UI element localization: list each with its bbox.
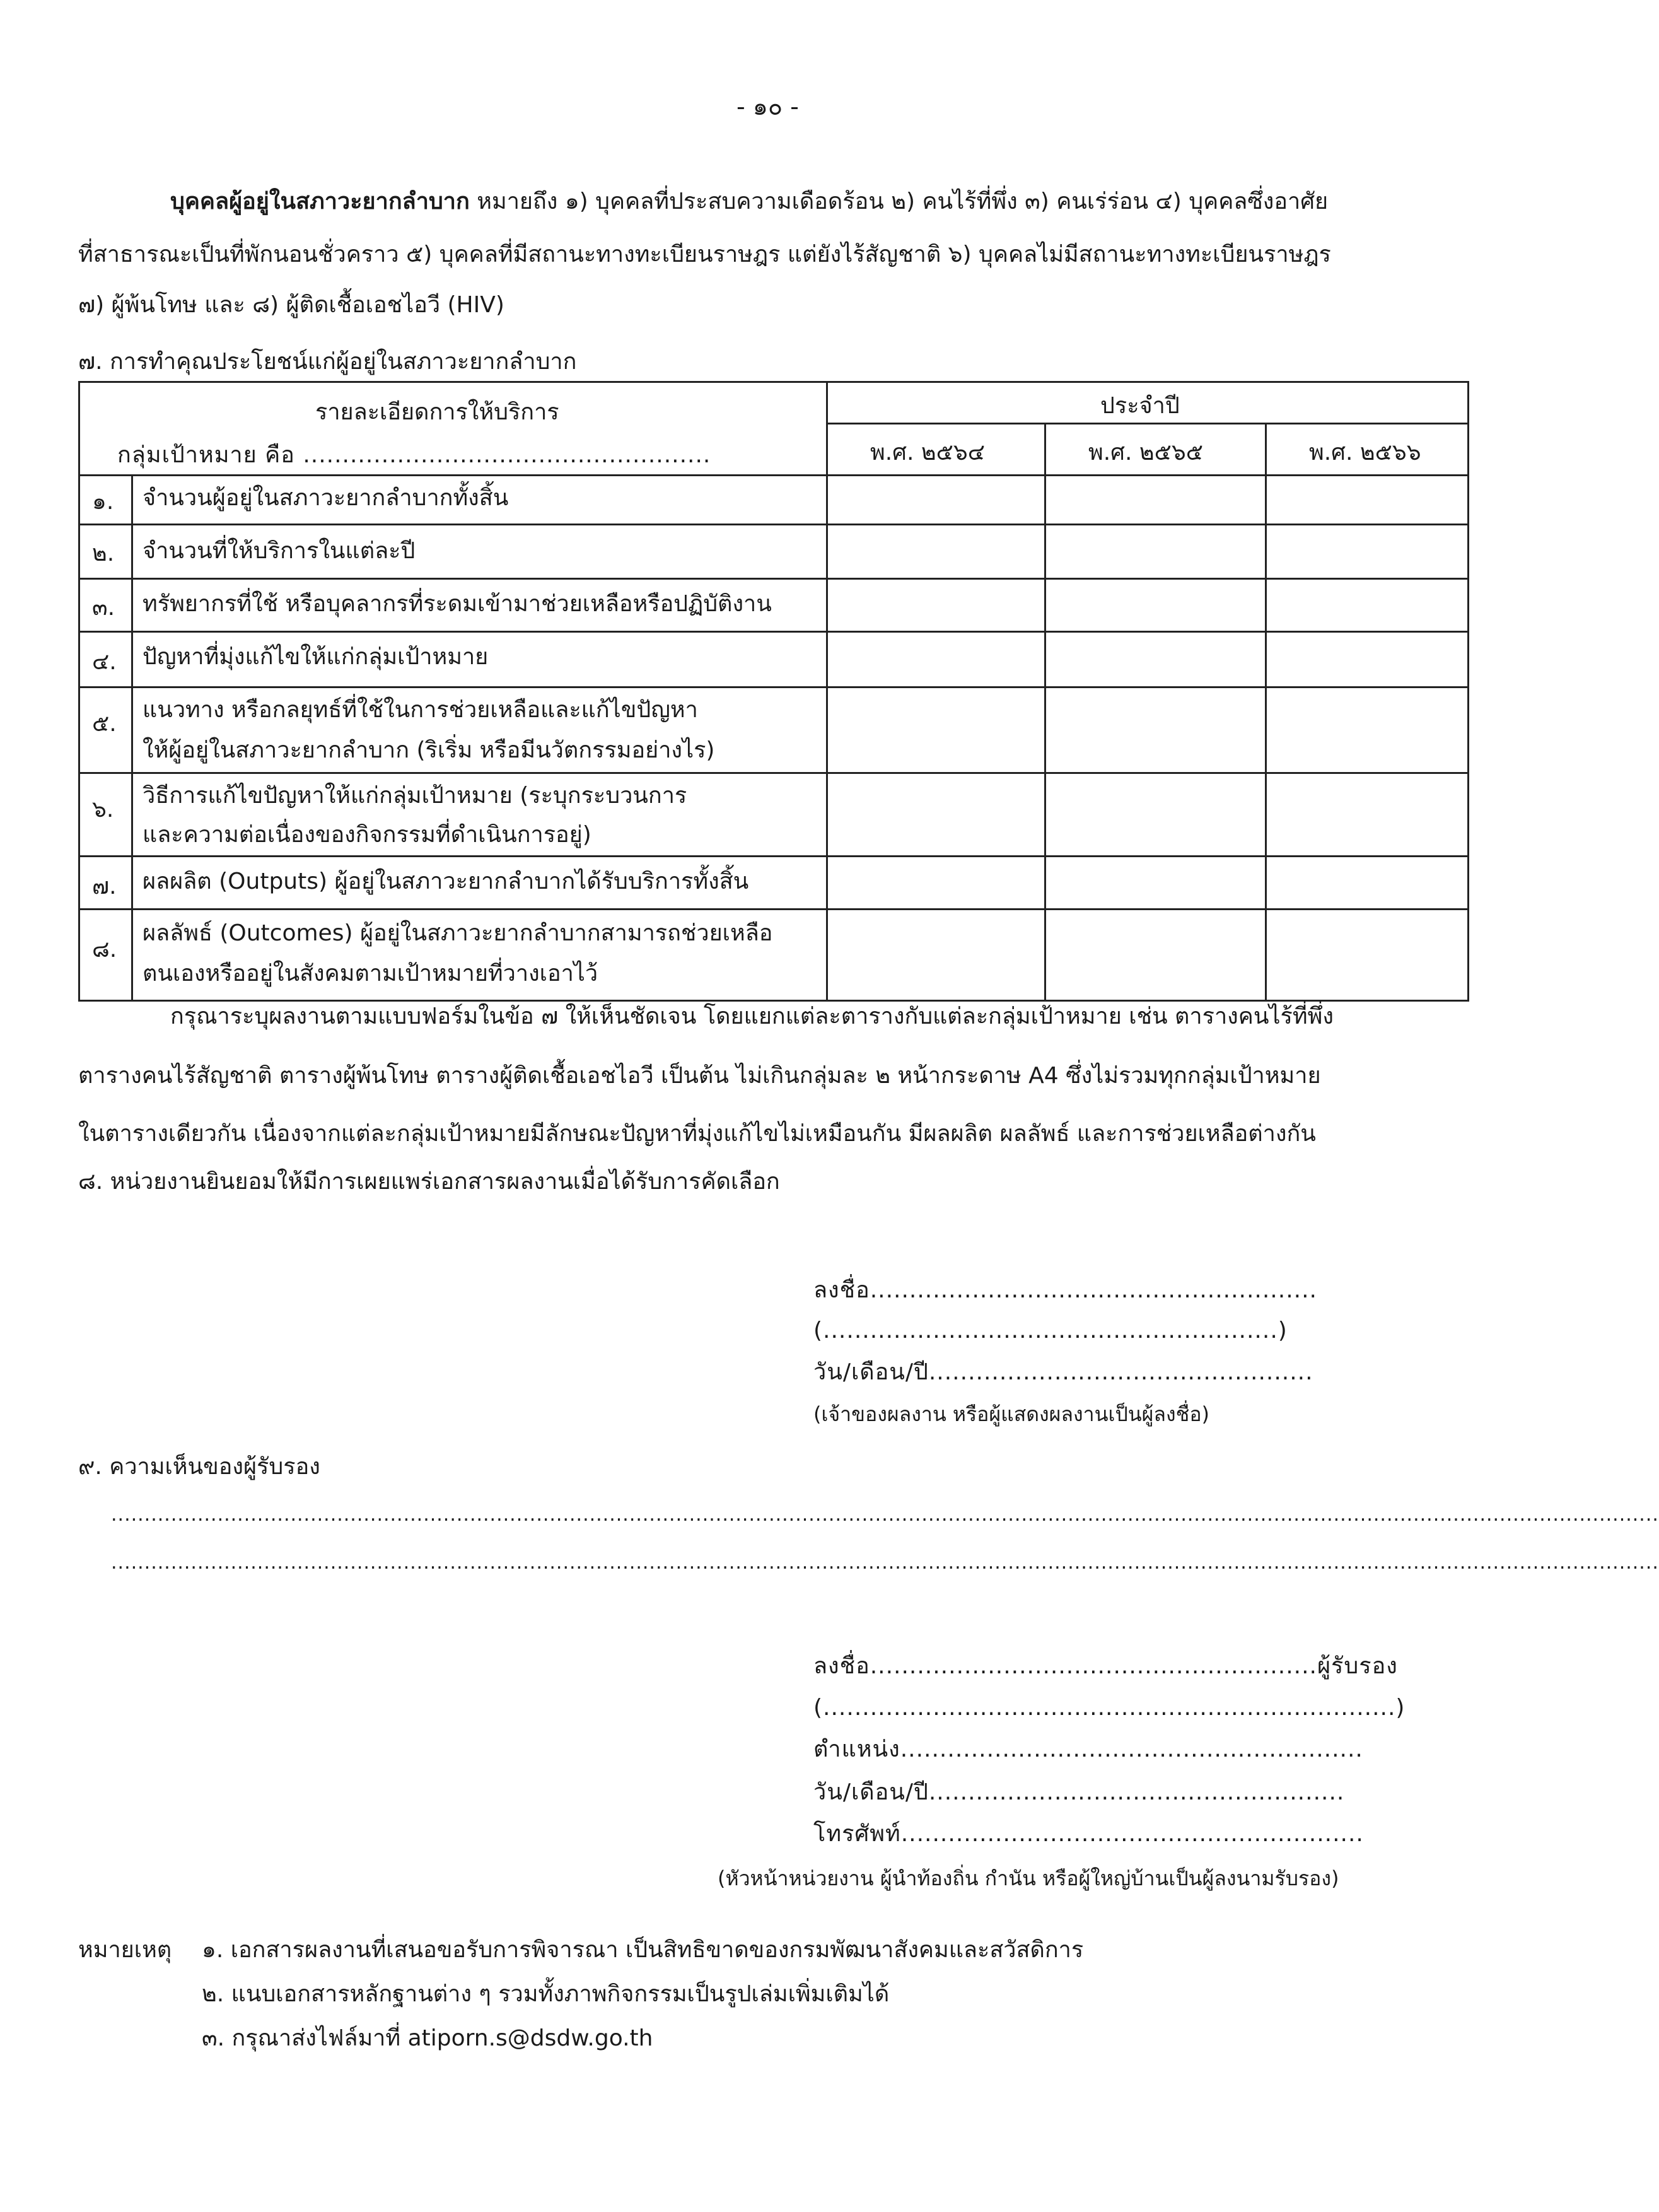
row-number: ๘. xyxy=(92,937,117,963)
row-label: ให้ผู้อยู่ในสภาวะยากลำบาก (ริเริ่ม หรือมีนวัตกรรมอย่างไร) xyxy=(143,737,715,763)
row-label: และความต่อเนื่องของกิจกรรมที่ดำเนินการอยู่) xyxy=(143,822,591,848)
owner-signature-note: (เจ้าของผลงาน หรือผู้แสดงผลงานเป็นผู้ลงชื่อ) xyxy=(813,1402,1210,1426)
remarks-label: หมายเหตุ xyxy=(78,1937,172,1963)
certifier-phone-line: โทรศัพท์........................................................... xyxy=(813,1821,1364,1847)
instruction-line-2: ตารางคนไร้สัญชาติ ตารางผู้พ้นโทษ ตารางผู้ติดเชื้อเอชไอวี เป็นต้น ไม่เกินกลุ่มละ ๒ หน้ากระดาษ A4 ซึ่งไม่รวมทุกกลุ่มเป้าหมาย xyxy=(78,1063,1321,1089)
row-label: แนวทาง หรือกลยุทธ์ที่ใช้ในการช่วยเหลือและแก้ไขปัญหา xyxy=(143,697,698,723)
definition-term: บุคคลผู้อยู่ในสภาวะยากลำบาก xyxy=(170,189,470,214)
section-7-title: ๗. การทำคุณประโยชน์แก่ผู้อยู่ในสภาวะยากลำบาก xyxy=(78,349,577,375)
row-label: จำนวนผู้อยู่ในสภาวะยากลำบากทั้งสิ้น xyxy=(143,485,509,511)
header-year-2564: พ.ศ. ๒๕๖๔ xyxy=(870,440,985,465)
certifier-signature-note: (หัวหน้าหน่วยงาน ผู้นำท้องถิ่น กำนัน หรือผู้ใหญ่บ้านเป็นผู้ลงนามรับรอง) xyxy=(718,1866,1339,1890)
remark-item: ๑. เอกสารผลงานที่เสนอขอรับการพิจารณา เป็นสิทธิขาดของกรมพัฒนาสังคมและสวัสดิการ xyxy=(202,1937,1084,1963)
row-label: จำนวนที่ให้บริการในแต่ละปี xyxy=(143,538,416,564)
owner-signature-line: ลงชื่อ......................................................... xyxy=(813,1277,1317,1303)
row-label: ตนเองหรืออยู่ในสังคมตามเป้าหมายที่วางเอาไว้ xyxy=(143,961,598,986)
section-9-title: ๙. ความเห็นของผู้รับรอง xyxy=(78,1454,320,1480)
certifier-signature-line: ลงชื่อ.........................................................ผู้รับรอง xyxy=(813,1653,1398,1679)
header-year-2565: พ.ศ. ๒๕๖๕ xyxy=(1088,440,1203,465)
comment-line-1: ......................................................................................................................................................................................................................................... xyxy=(111,1504,1659,1526)
header-target-group: กลุ่มเป้าหมาย คือ .................................................... xyxy=(117,442,711,468)
definition-line-3: ๗) ผู้พ้นโทษ และ ๘) ผู้ติดเชื้อเอชไอวี (HIV) xyxy=(78,292,504,318)
row-line xyxy=(78,631,1469,633)
row-label: ผลลัพธ์ (Outcomes) ผู้อยู่ในสภาวะยากลำบากสามารถช่วยเหลือ xyxy=(143,920,773,946)
row-line xyxy=(78,524,1469,525)
definition-line-2: ที่สาธารณะเป็นที่พักนอนชั่วคราว ๕) บุคคลที่มีสถานะทางทะเบียนราษฎร แต่ยังไร้สัญชาติ ๖) บุคคลไม่มีสถานะทางทะเบียนราษฎร xyxy=(78,242,1331,267)
row-number: ๑. xyxy=(92,489,114,515)
col-line xyxy=(1265,423,1267,1002)
header-detail: รายละเอียดการให้บริการ xyxy=(315,399,559,425)
row-line xyxy=(78,855,1469,857)
table-year-divider xyxy=(826,423,1469,424)
remark-item: ๒. แนบเอกสารหลักฐานต่าง ๆ รวมทั้งภาพกิจกรรมเป็นรูปเล่มเพิ่มเติมได้ xyxy=(202,1981,890,2007)
col-line xyxy=(1044,423,1046,1002)
row-line xyxy=(78,686,1469,688)
col-line xyxy=(826,381,828,1002)
owner-date-line: วัน/เดือน/ปี................................................. xyxy=(813,1359,1313,1385)
row-number: ๓. xyxy=(92,595,115,621)
header-years-group: ประจำปี xyxy=(1100,393,1180,419)
row-label: ผลผลิต (Outputs) ผู้อยู่ในสภาวะยากลำบากได้รับบริการทั้งสิ้น xyxy=(143,869,749,894)
definition-line-1-rest: หมายถึง ๑) บุคคลที่ประสบความเดือดร้อน ๒) คนไร้ที่พึ่ง ๓) คนเร่ร่อน ๔) บุคคลซึ่งอาศัย xyxy=(469,189,1329,214)
col-line xyxy=(131,474,133,1002)
row-line xyxy=(78,578,1469,580)
certifier-name-line: (.........................................................................) xyxy=(813,1695,1406,1721)
instruction-line-3: ในตารางเดียวกัน เนื่องจากแต่ละกลุ่มเป้าหมายมีลักษณะปัญหาที่มุ่งแก้ไขไม่เหมือนกัน มีผลผลิต ผลลัพธ์ และการช่วยเหลือต่างกัน xyxy=(78,1121,1316,1147)
row-number: ๗. xyxy=(92,874,117,899)
row-label: ทรัพยากรที่ใช้ หรือบุคลากรที่ระดมเข้ามาช่วยเหลือหรือปฏิบัติงาน xyxy=(143,591,772,617)
row-label: ปัญหาที่มุ่งแก้ไขให้แก่กลุ่มเป้าหมาย xyxy=(143,644,489,670)
table-header-bottom xyxy=(78,474,1469,476)
row-line xyxy=(78,908,1469,910)
definition-line-1 xyxy=(170,188,1328,216)
instruction-line-1: กรุณาระบุผลงานตามแบบฟอร์มในข้อ ๗ ให้เห็นชัดเจน โดยแยกแต่ละตารางกับแต่ละกลุ่มเป้าหมาย เช่น ตารางคนไร้ที่พึ่ง xyxy=(170,1004,1334,1029)
row-number: ๖. xyxy=(92,797,114,822)
section-8-text: ๘. หน่วยงานยินยอมให้มีการเผยแพร่เอกสารผลงานเมื่อได้รับการคัดเลือก xyxy=(78,1169,780,1195)
row-number: ๒. xyxy=(92,541,115,566)
remark-item: ๓. กรุณาส่งไฟล์มาที่ atiporn.s@dsdw.go.th xyxy=(202,2025,653,2051)
row-line xyxy=(78,772,1469,774)
certifier-position-line: ตำแหน่ง........................................................... xyxy=(813,1736,1363,1762)
row-label: วิธีการแก้ไขปัญหาให้แก่กลุ่มเป้าหมาย (ระบุกระบวนการ xyxy=(143,783,687,809)
certifier-date-line: วัน/เดือน/ปี..................................................... xyxy=(813,1779,1345,1805)
page-number: - ๑๐ - xyxy=(736,93,799,120)
header-year-2566: พ.ศ. ๒๕๖๖ xyxy=(1309,440,1421,465)
row-number: ๔. xyxy=(92,649,117,675)
comment-line-2: ......................................................................................................................................................................................................................................... xyxy=(111,1552,1659,1574)
row-number: ๕. xyxy=(92,711,117,737)
owner-name-line: (..........................................................) xyxy=(813,1318,1288,1343)
